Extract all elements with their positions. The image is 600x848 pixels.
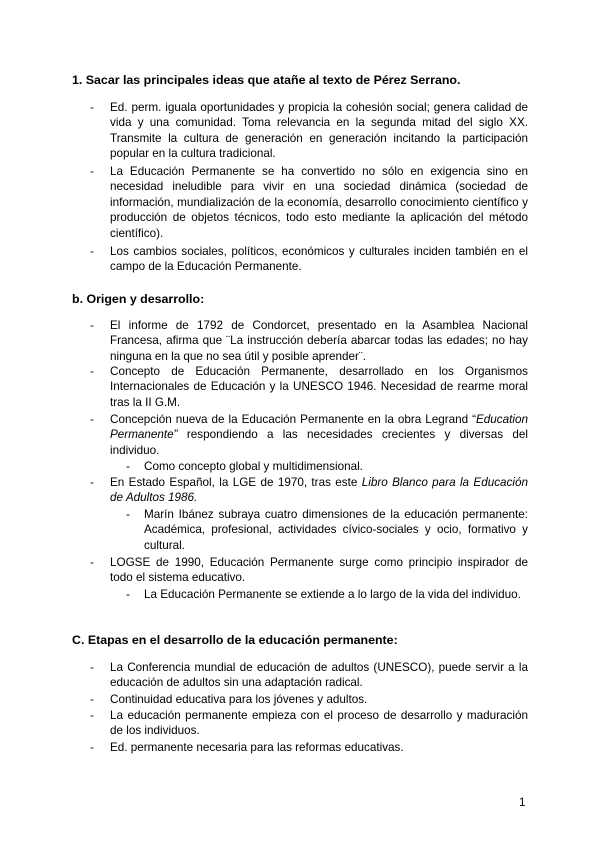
list-item-text: La Conferencia mundial de educación de adultos (UNESCO), puede servir a la educación de adultos sin una adaptación radical. bbox=[110, 661, 528, 690]
bullet-dash: - bbox=[90, 319, 94, 332]
list-item-text: Concepto de Educación Permanente, desarrollado en los Organismos Internacionales de Educación y la UNESCO 1946. Necesidad de rearme moral tras la II G.M. bbox=[110, 365, 528, 409]
list-item bbox=[90, 412, 528, 458]
list-item bbox=[90, 660, 528, 691]
bullet-dash: - bbox=[90, 556, 94, 569]
bullet-dash: - bbox=[90, 245, 94, 258]
list-item bbox=[90, 164, 528, 241]
list-item-text: Como concepto global y multidimensional. bbox=[144, 460, 363, 473]
list-item-text: Ed. permanente necesaria para las reformas educativas. bbox=[110, 741, 404, 754]
bullet-dash: - bbox=[126, 460, 130, 473]
list-item bbox=[90, 318, 528, 364]
bullet-dash: - bbox=[90, 413, 94, 426]
list-item-text: Continuidad educativa para los jóvenes y adultos. bbox=[110, 693, 368, 706]
list-item bbox=[90, 100, 528, 162]
list-item bbox=[90, 555, 528, 586]
section-b-heading: b. Origen y desarrollo: bbox=[72, 292, 205, 306]
bullet-dash: - bbox=[90, 709, 94, 722]
bullet-dash: - bbox=[90, 693, 94, 706]
bullet-dash: - bbox=[126, 588, 130, 601]
book-title: Libro Blanco para la Educación de Adultos 1986. bbox=[110, 476, 528, 505]
page-number: 1 bbox=[519, 797, 526, 809]
list-item-text: Concepción nueva de la Educación Permanente en la obra Legrand “Education Permanente” respondiendo a las necesidades crecientes y diversas del individuo. bbox=[110, 413, 528, 457]
list-item bbox=[90, 364, 528, 410]
sub-list-item bbox=[126, 587, 528, 602]
list-item-text: La educación permanente empieza con el proceso de desarrollo y maduración de los individuos. bbox=[110, 709, 528, 738]
list-item bbox=[90, 740, 528, 755]
bullet-dash: - bbox=[126, 508, 130, 521]
book-title: Education Permanente” bbox=[110, 413, 528, 442]
list-item-text: La Educación Permanente se ha convertido no sólo en exigencia sino en necesidad ineludible para vivir en una sociedad dinámica (sociedad de información, mundialización de la economía, desarrollo conocimiento científico y producción de objetos técnicos, todo esto mediante la aplicación del método científico). bbox=[110, 165, 528, 240]
list-item-text: Los cambios sociales, políticos, económicos y culturales inciden también en el campo de la Educación Permanente. bbox=[110, 245, 528, 274]
list-item-text: En Estado Español, la LGE de 1970, tras este Libro Blanco para la Educación de Adultos 1986. bbox=[110, 476, 528, 505]
list-item bbox=[90, 475, 528, 506]
bullet-dash: - bbox=[90, 741, 94, 754]
list-item bbox=[90, 692, 528, 707]
bullet-dash: - bbox=[90, 661, 94, 674]
bullet-dash: - bbox=[90, 476, 94, 489]
sub-list-item bbox=[126, 507, 528, 553]
bullet-dash: - bbox=[90, 165, 94, 178]
list-item-text: El informe de 1792 de Condorcet, presentado en la Asamblea Nacional Francesa, afirma que ¨La instrucción debería abarcar todas las edades; no hay ninguna en la que no sea útil y posible aprender¨. bbox=[110, 319, 528, 363]
list-item-text: Marín Ibánez subraya cuatro dimensiones de la educación permanente: Académica, profesional, actividades cívico-sociales y ocio, formativo y cultural. bbox=[144, 508, 528, 552]
section-1-heading: 1. Sacar las principales ideas que atañe al texto de Pérez Serrano. bbox=[72, 73, 461, 87]
list-item-text: La Educación Permanente se extiende a lo largo de la vida del individuo. bbox=[144, 588, 521, 601]
list-item bbox=[90, 708, 528, 739]
section-c-heading: C. Etapas en el desarrollo de la educación permanente: bbox=[72, 633, 398, 647]
sub-list-item bbox=[126, 459, 528, 474]
bullet-dash: - bbox=[90, 101, 94, 114]
list-item-text: LOGSE de 1990, Educación Permanente surge como principio inspirador de todo el sistema educativo. bbox=[110, 556, 528, 585]
list-item-text: Ed. perm. iguala oportunidades y propicia la cohesión social; genera calidad de vida y una comunidad. Toma relevancia en la segunda mitad del siglo XX. Transmite la cultura de generación en generación incitando la participación popular en la cultura tradicional. bbox=[110, 101, 528, 161]
bullet-dash: - bbox=[90, 365, 94, 378]
list-item bbox=[90, 244, 528, 275]
